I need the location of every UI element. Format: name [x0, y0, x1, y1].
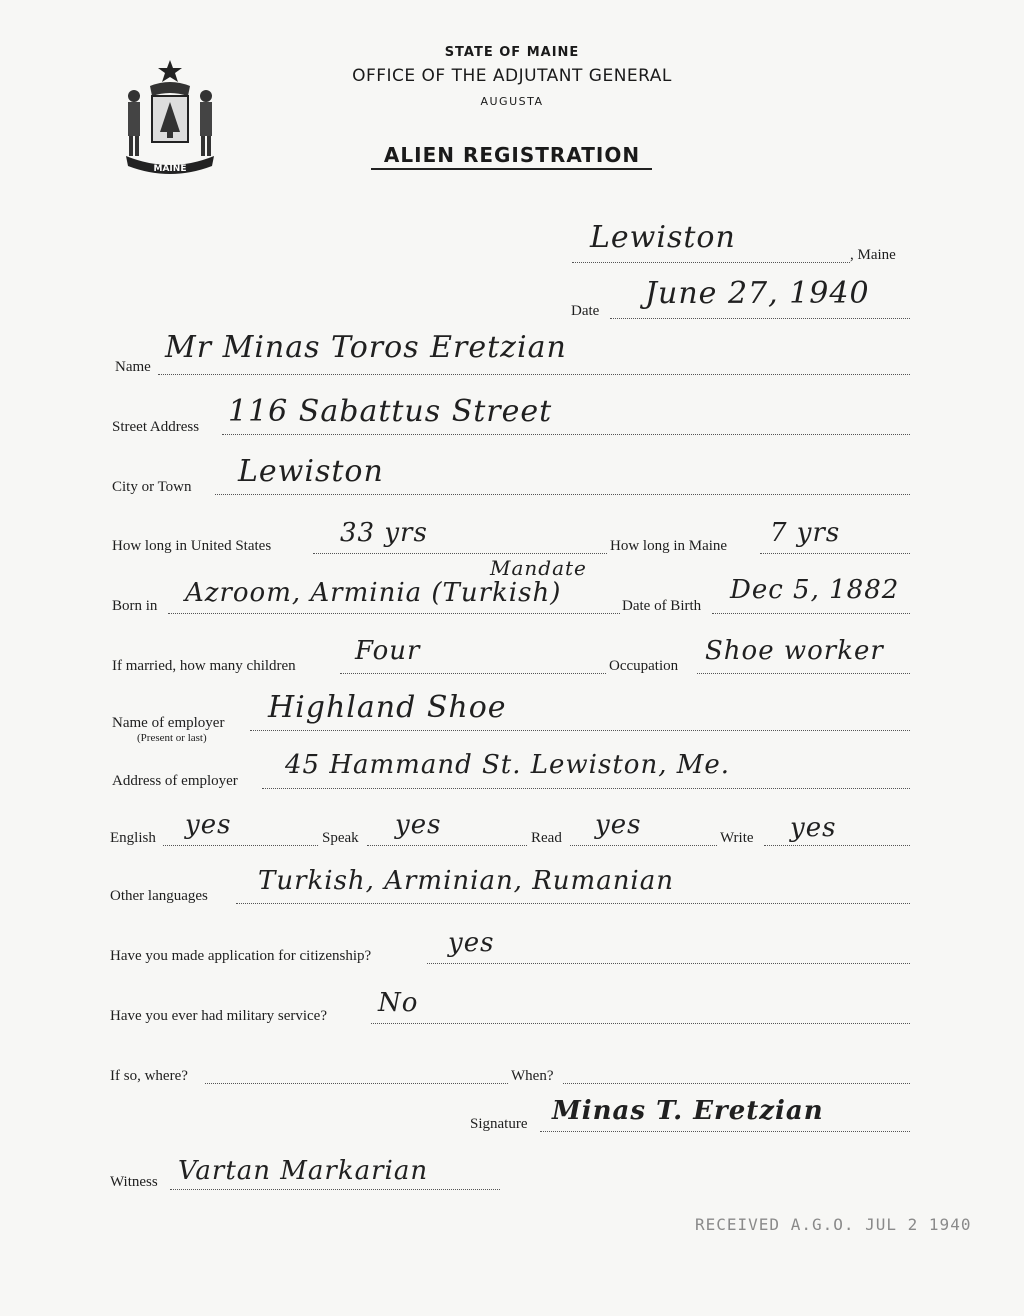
witness-label: Witness [110, 1174, 158, 1190]
citizenship-line [427, 963, 910, 964]
years-in-maine-label: How long in Maine [610, 538, 728, 554]
citizenship-label: Have you made application for citizenship? [110, 948, 372, 964]
employer-value: Highland Shoe [268, 690, 507, 725]
city-heading: AUGUSTA [480, 95, 544, 108]
employer-sublabel: (Present or last) [137, 732, 207, 744]
place-suffix: , Maine [850, 247, 896, 263]
english-value: yes [185, 810, 232, 840]
years-in-us-value: 33 yrs [340, 518, 428, 548]
signature-line [540, 1131, 910, 1132]
english-label: English [110, 830, 156, 846]
street-address-label: Street Address [112, 419, 200, 435]
received-stamp: RECEIVED A.G.O. JUL 2 1940 [695, 1215, 972, 1234]
when-line [563, 1083, 910, 1084]
city-value: Lewiston [238, 454, 384, 489]
date-of-birth-line [712, 613, 910, 614]
place-line [572, 262, 850, 263]
name-value: Mr Minas Toros Eretzian [165, 330, 567, 365]
date-of-birth-label: Date of Birth [622, 598, 702, 614]
born-in-line [168, 613, 620, 614]
other-languages-label: Other languages [110, 888, 208, 904]
street-address-line [222, 434, 910, 435]
when-label: When? [511, 1068, 554, 1084]
seal-text: MAINE [153, 164, 187, 174]
years-in-us-label: How long in United States [112, 538, 272, 554]
city-line [215, 494, 910, 495]
military-value: No [378, 988, 419, 1018]
city-label: City or Town [112, 479, 192, 495]
years-in-maine-line [760, 553, 910, 554]
speak-label: Speak [322, 830, 359, 846]
if-so-where-line [205, 1083, 508, 1084]
witness-line [170, 1189, 500, 1190]
occupation-line [697, 673, 910, 674]
english-line [163, 845, 318, 846]
witness-value: Vartan Markarian [178, 1156, 429, 1186]
years-in-maine-value: 7 yrs [770, 518, 841, 548]
title-underline [371, 168, 652, 170]
employer-line [250, 730, 910, 731]
street-address-value: 116 Sabattus Street [228, 394, 553, 429]
name-line [158, 374, 910, 375]
write-label: Write [720, 830, 754, 846]
employer-address-line [262, 788, 910, 789]
write-line [764, 845, 910, 846]
employer-address-value: 45 Hammand St. Lewiston, Me. [285, 750, 730, 780]
read-value: yes [595, 810, 642, 840]
date-value: June 27, 1940 [645, 276, 870, 311]
born-in-label: Born in [112, 598, 158, 614]
place-value: Lewiston [590, 220, 736, 255]
military-label: Have you ever had military service? [110, 1008, 327, 1024]
occupation-value: Shoe worker [705, 636, 884, 666]
name-label: Name [115, 359, 151, 375]
date-of-birth-value: Dec 5, 1882 [730, 575, 900, 605]
read-label: Read [531, 830, 562, 846]
citizenship-value: yes [448, 928, 495, 958]
other-languages-line [236, 903, 910, 904]
years-in-us-line [313, 553, 607, 554]
state-heading: STATE OF MAINE [444, 45, 580, 60]
write-value: yes [790, 813, 837, 843]
children-label: If married, how many children [112, 658, 296, 674]
signature-value: Minas T. Eretzian [552, 1096, 824, 1126]
born-in-note: Mandate [490, 556, 587, 580]
office-heading: OFFICE OF THE ADJUTANT GENERAL [352, 66, 672, 86]
date-label: Date [571, 303, 600, 319]
children-line [340, 673, 606, 674]
employer-address-label: Address of employer [112, 773, 238, 789]
military-line [371, 1023, 910, 1024]
read-line [570, 845, 717, 846]
children-value: Four [355, 636, 421, 666]
signature-label: Signature [470, 1116, 528, 1132]
date-line [610, 318, 910, 319]
speak-value: yes [395, 810, 442, 840]
speak-line [367, 845, 527, 846]
occupation-label: Occupation [609, 658, 679, 674]
other-languages-value: Turkish, Arminian, Rumanian [258, 866, 674, 896]
employer-label: Name of employer [112, 715, 225, 731]
if-so-where-label: If so, where? [110, 1068, 188, 1084]
form-title: ALIEN REGISTRATION [383, 143, 641, 167]
born-in-value: Azroom, Arminia (Turkish) [185, 578, 562, 608]
